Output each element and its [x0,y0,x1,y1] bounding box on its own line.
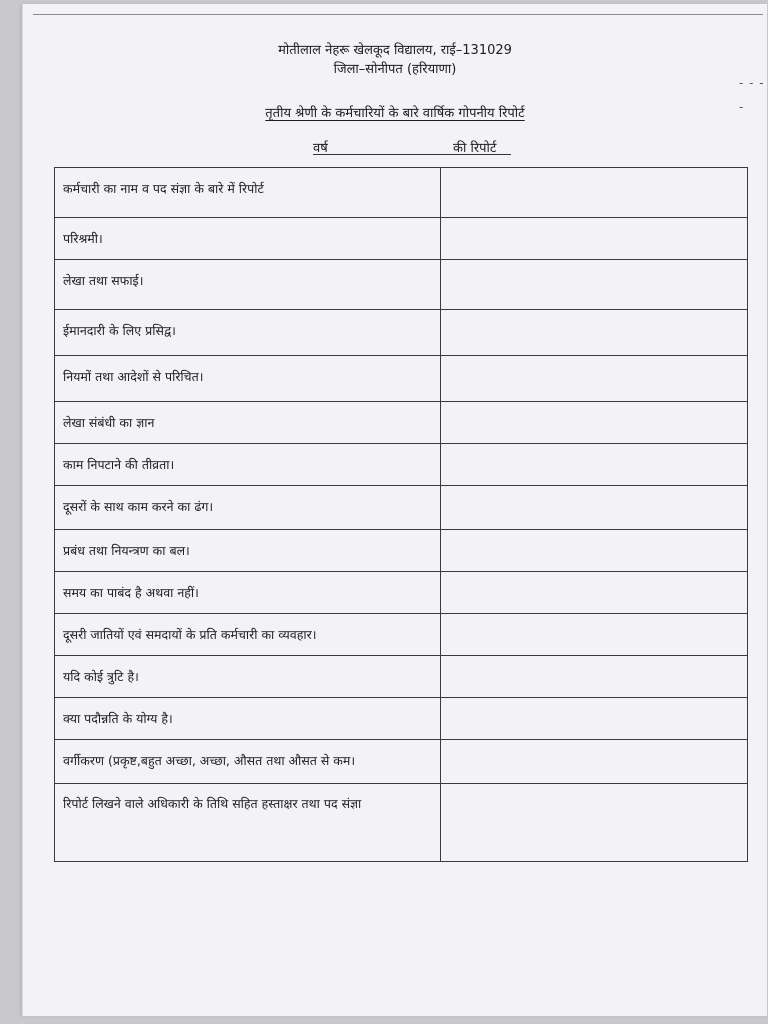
table-row [55,356,748,402]
row-entry-cell[interactable] [441,356,748,402]
top-edge-line [33,14,763,15]
table-row [55,530,748,572]
table-row [55,168,748,218]
school-name: मोतीलाल नेहरू खेलकूद विद्यालय, राई–131029 [278,43,512,58]
row-entry-cell[interactable] [441,656,748,698]
document-page [22,4,767,1016]
row-label: ईमानदारी के लिए प्रसिद्व। [55,310,441,356]
table-row [55,698,748,740]
table-row [55,260,748,310]
row-entry-cell[interactable] [441,218,748,260]
report-form-table [54,167,748,862]
table-row [55,740,748,784]
row-label: दूसरी जातियों एवं समदायों के प्रति कर्मचारी का व्यवहार। [55,614,441,656]
report-title [23,103,767,121]
table-row [55,656,748,698]
table-row [55,218,748,260]
row-label: लेखा संबंधी का ज्ञान [55,402,441,444]
margin-mark: - - - [739,76,765,90]
report-label: की रिपोर्ट [453,141,497,156]
row-entry-cell[interactable] [441,260,748,310]
row-label: रिपोर्ट लिखने वाले अधिकारी के तिथि सहित हस्ताक्षर तथा पद संज्ञा [55,784,441,862]
year-label: वर्ष [313,141,328,156]
table-row [55,614,748,656]
table-row [55,486,748,530]
row-entry-cell[interactable] [441,402,748,444]
row-label: काम निपटाने की तीव्रता। [55,444,441,486]
row-entry-cell[interactable] [441,740,748,784]
table-row [55,784,748,862]
row-label: यदि कोई त्रुटि है। [55,656,441,698]
district-line: जिला–सोनीपत (हरियाणा) [333,62,457,77]
year-line [313,138,513,156]
row-entry-cell[interactable] [441,530,748,572]
table-row [55,402,748,444]
row-entry-cell[interactable] [441,784,748,862]
row-entry-cell[interactable] [441,486,748,530]
year-blank-line [313,154,511,155]
row-label: लेखा तथा सफाई। [55,260,441,310]
row-label: प्रबंध तथा नियन्त्रण का बल। [55,530,441,572]
table-row [55,444,748,486]
row-entry-cell[interactable] [441,698,748,740]
row-label: समय का पाबंद है अथवा नहीं। [55,572,441,614]
row-label: कर्मचारी का नाम व पद संज्ञा के बारे में रिपोर्ट [55,168,441,218]
report-title-text: तृतीय श्रेणी के कर्मचारियों के बारे वार्षिक गोपनीय रिपोर्ट [265,106,525,121]
row-label: नियमों तथा आदेशों से परिचित। [55,356,441,402]
row-label: परिश्रमी। [55,218,441,260]
row-entry-cell[interactable] [441,444,748,486]
table-row [55,572,748,614]
margin-mark: - [739,100,745,114]
row-entry-cell[interactable] [441,572,748,614]
row-entry-cell[interactable] [441,168,748,218]
table-row [55,310,748,356]
row-entry-cell[interactable] [441,614,748,656]
row-label: क्या पदौन्नति के योग्य है। [55,698,441,740]
row-label: वर्गीकरण (प्रकृष्ट,बहुत अच्छा, अच्छा, औसत तथा औसत से कम। [55,740,441,784]
row-label: दूसरों के साथ काम करने का ढंग। [55,486,441,530]
row-entry-cell[interactable] [441,310,748,356]
